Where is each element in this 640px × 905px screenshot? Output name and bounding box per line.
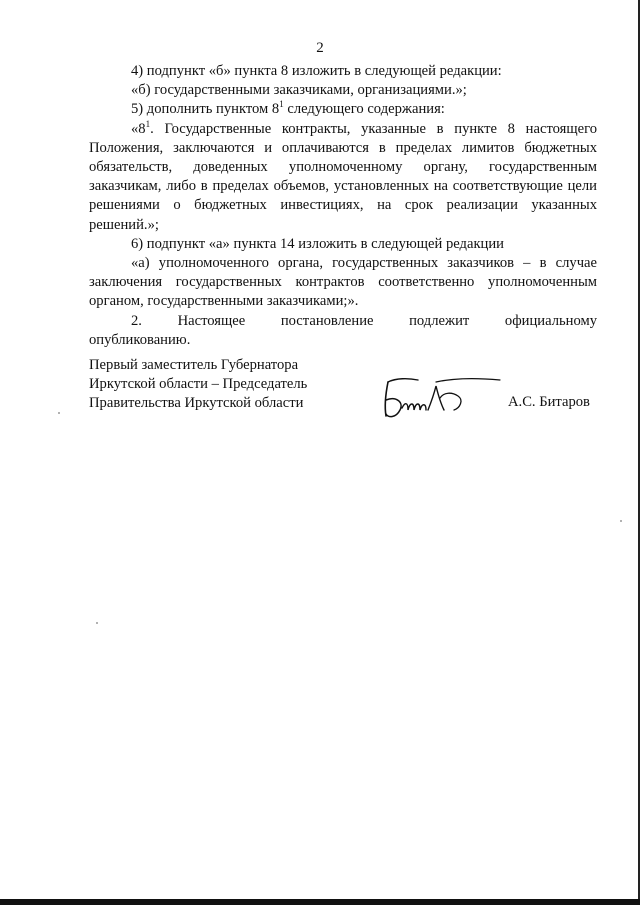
paragraph-item-8-1-body: . Государственные контракты, указанные в пункте 8 настоящего Положения, заключаются и оплачиваются в пределах лимитов бюджетных обязательств, доведенных уполномоченному органу, государственным заказчикам, либо в пределах объемов, установленных на соответствующие цели решениями о бюджетных инвестициях, на срок реализации указанных решений.»; [89,120,597,233]
page-number: 2 [316,40,324,56]
handwritten-signature-icon [374,372,504,424]
paragraph-item-5-lead: 5) дополнить пунктом 8 [131,101,280,118]
paragraph-item-5-tail: следующего содержания: [283,101,445,118]
paragraph-item-2-line1: 2. Настоящее постановление подлежит официальному [131,312,597,329]
superscript-marker: 1 [145,118,151,129]
scan-artifact [96,622,98,624]
signatory-title-line: Правительства Иркутской области [89,395,304,411]
paragraph-item-2-line2: опубликованию. [89,331,191,348]
superscript-marker: 1 [279,99,284,110]
paragraph-item-4: 4) подпункт «б» пункта 8 изложить в следующей редакции: [131,63,502,79]
paragraph-item-6: 6) подпункт «а» пункта 14 изложить в следующей редакции [131,235,504,252]
document-body [89,62,597,350]
scan-bottom-edge [0,899,640,905]
paragraph-item-6-text: «а) уполномоченного органа, государственных заказчиков – в случае заключения государственных контрактов соответственно уполномоченным органом, государственными заказчиками;». [89,255,597,310]
signatory-name: А.С. Битаров [508,394,590,410]
signatory-title-line: Первый заместитель Губернатора [89,357,299,373]
paragraph-item-5 [89,100,597,119]
paragraph-item-8-1-open: «8 [131,120,146,137]
paragraph-item-8-1-text [89,120,597,235]
signatory-title [89,356,307,413]
scan-artifact [58,412,60,414]
signatory-title-line: Иркутской области – Председатель [89,376,308,392]
paragraph-item-4-text: «б) государственными заказчиками, организациями.»; [131,82,467,99]
scan-artifact [620,520,622,522]
